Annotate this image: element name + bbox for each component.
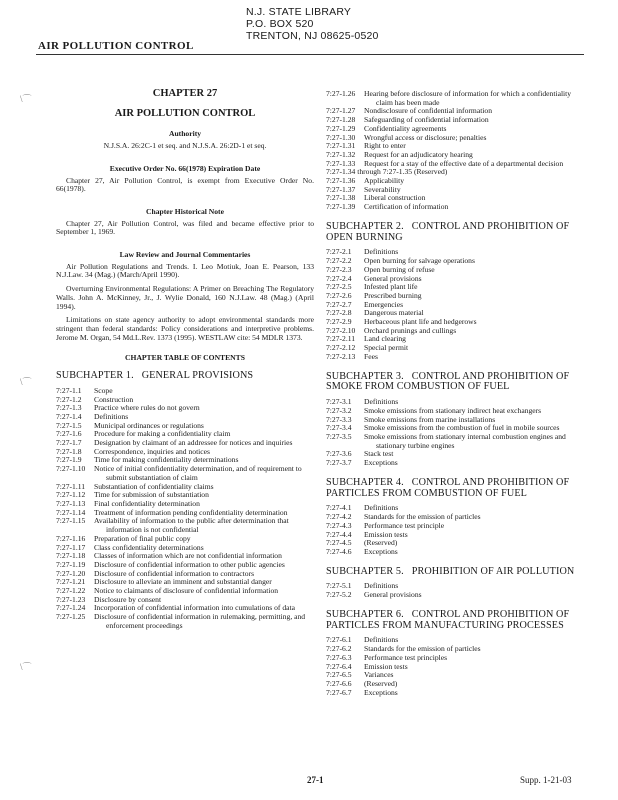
section-title: Scope <box>94 385 113 395</box>
supplement-date: Supp. 1-21-03 <box>520 775 572 785</box>
section-number: 7:27-6.5 <box>326 670 352 680</box>
section-number: 7:27-2.5 <box>326 282 352 292</box>
section-title: Special permit <box>364 343 409 353</box>
section-number: 7:27-6.7 <box>326 687 352 697</box>
section-number: 7:27-1.32 <box>326 149 356 159</box>
section-number: 7:27-2.9 <box>326 317 352 327</box>
section-number: 7:27-1.23 <box>56 594 86 604</box>
law-review-entry: Overturning Environmental Regulations: A Primer on Breaching The Regulatory Walls. John A. McKinney, Jr., J. Wylie Donald, 160 N.J.Law. 48 (Mag.) (April 1994). <box>56 284 314 311</box>
section-title: Safeguarding of confidential information <box>364 115 489 125</box>
section-title: Wrongful access or disclosure; penalties <box>364 132 487 142</box>
section-number: 7:27-6.2 <box>326 644 352 654</box>
law-review-entry: Limitations on state agency authority to adopt environmental standards more stringent than federal standards: Policy considerations and interpretive problems. Jerome M. Organ, 54 Md.L.Rev. 1373 (1995). WESTLAW cite: 54 MDLR 1373. <box>56 315 314 342</box>
section-number: 7:27-1.38 <box>326 193 356 203</box>
section-number: 7:27-1.19 <box>56 559 86 569</box>
chapter-number: CHAPTER 27 <box>152 88 218 99</box>
subchapter-title: GENERAL PROVISIONS <box>141 370 254 382</box>
section-number: 7:27-3.1 <box>326 397 352 407</box>
section-title: Certification of information <box>364 202 449 212</box>
section-number: 7:27-1.6 <box>56 429 82 439</box>
section-number: 7:27-1.29 <box>326 123 356 133</box>
subchapter-3-list <box>326 398 588 468</box>
section-title: Hearing before disclosure of information for which a confidentiality claim has been made <box>364 89 572 107</box>
margin-tick-mark: \⌒ <box>20 662 32 672</box>
section-title: Notice of initial confidentiality determination, and of requirement to submit substantiation of claim <box>94 464 302 482</box>
toc-entry <box>56 465 314 482</box>
section-title: Disclosure of confidential information to contractors <box>94 568 255 578</box>
subchapter-1-heading <box>56 371 314 382</box>
section-number: 7:27-1.36 <box>326 176 356 186</box>
section-number: 7:27-4.2 <box>326 512 352 522</box>
section-title: Liberal construction <box>364 193 426 203</box>
executive-order-heading: Executive Order No. 66(1978) Expiration Date <box>109 163 261 173</box>
section-title: Variances <box>364 670 394 680</box>
subchapter-label: SUBCHAPTER 1. <box>56 370 134 382</box>
section-title: Incorporation of confidential information into cumulations of data <box>94 603 295 613</box>
section-number: 7:27-3.3 <box>326 414 352 424</box>
section-title: General provisions <box>364 590 422 600</box>
section-number: 7:27-2.3 <box>326 264 352 274</box>
toc-title: CHAPTER TABLE OF CONTENTS <box>125 353 245 363</box>
toc-entry <box>326 591 588 600</box>
section-number: 7:27-1.27 <box>326 106 356 116</box>
toc-entry <box>326 203 588 212</box>
section-number: 7:27-2.13 <box>326 351 356 361</box>
section-title: Emergencies <box>364 299 404 309</box>
section-title: Preparation of final public copy <box>94 533 191 543</box>
section-number: 7:27-1.15 <box>56 516 86 526</box>
stamp-line-3: TRENTON, NJ 08625-0520 <box>246 30 379 42</box>
chapter-title: AIR POLLUTION CONTROL <box>114 107 256 119</box>
section-number: 7:27-2.11 <box>326 334 356 344</box>
subchapter-3-heading <box>326 372 588 394</box>
toc-entry <box>56 613 314 630</box>
subchapter-4-list <box>326 504 588 556</box>
section-number: 7:27-1.26 <box>326 89 356 98</box>
section-number: 7:27-1.5 <box>56 420 82 430</box>
toc-entry <box>56 517 314 534</box>
section-title: Treatment of information pending confidentiality determination <box>94 507 288 517</box>
section-number: 7:27-6.4 <box>326 661 352 671</box>
section-number: 7:27-1.17 <box>56 542 86 552</box>
section-number: 7:27-4.1 <box>326 503 352 513</box>
subchapter-5-heading <box>326 567 588 578</box>
section-title: Prescribed burning <box>364 290 422 300</box>
section-title: Confidentiality agreements <box>364 123 447 133</box>
subchapter-2-list <box>326 248 588 361</box>
section-number: 7:27-1.22 <box>56 586 86 596</box>
authority-heading: Authority <box>168 129 202 139</box>
section-number: 7:27-1.9 <box>56 455 82 465</box>
section-number: 7:27-3.4 <box>326 423 352 433</box>
law-review-heading: Law Review and Journal Commentaries <box>119 250 251 260</box>
section-title: Fees <box>364 351 378 361</box>
section-number: 7:27-1.10 <box>56 464 86 474</box>
section-title: Exceptions <box>364 458 398 468</box>
section-title: Designation by claimant of an addressee for notices and inquiries <box>94 438 293 448</box>
history-heading: Chapter Historical Note <box>146 206 224 216</box>
section-title: Smoke emissions from marine installations <box>364 414 496 424</box>
section-number: 7:27-2.4 <box>326 273 352 283</box>
section-title: Orchard prunings and cullings <box>364 325 457 335</box>
section-title: Smoke emissions from the combustion of fuel in mobile sources <box>364 423 560 433</box>
section-title: Smoke emissions from stationary indirect heat exchangers <box>364 405 542 415</box>
section-title: Applicability <box>364 176 405 186</box>
section-number: 7:27-1.8 <box>56 446 82 456</box>
subchapter-title: PROHIBITION OF AIR POLLUTION <box>411 565 575 577</box>
section-title: Herbaceous plant life and hedgerows <box>364 317 477 327</box>
section-number: 7:27-1.16 <box>56 533 86 543</box>
section-title: Notice to claimants of disclosure of confidential information <box>94 586 279 596</box>
section-number: 7:27-3.6 <box>326 449 352 459</box>
section-title: Classes of information which are not confidential information <box>94 551 282 561</box>
left-column <box>56 90 314 631</box>
section-title: Infested plant life <box>364 282 418 292</box>
section-number: 7:27-6.1 <box>326 635 352 645</box>
section-title: Exceptions <box>364 546 398 556</box>
section-title: Stack test <box>364 449 394 459</box>
section-number: 7:27-5.2 <box>326 590 352 600</box>
section-title: Performance test principle <box>364 520 445 530</box>
section-title: Disclosure of confidential information to other public agencies <box>94 559 285 569</box>
section-number: 7:27-2.1 <box>326 247 352 257</box>
subchapter-6-list <box>326 636 588 697</box>
margin-tick-mark: \⌒ <box>20 94 32 104</box>
subchapter-title: CONTROL AND PROHIBITION OF SMOKE FROM COMBUSTION OF FUEL <box>326 370 570 393</box>
section-title: Definitions <box>94 411 129 421</box>
section-title: Definitions <box>364 397 399 407</box>
executive-order-text: Chapter 27, Air Pollution Control, is exempt from Executive Order No. 66(1978). <box>56 175 314 194</box>
section-number: 7:27-1.20 <box>56 568 86 578</box>
section-number: 7:27-1.24 <box>56 603 86 613</box>
toc-entry <box>326 433 588 450</box>
section-title: (Reserved) <box>364 678 398 688</box>
subchapter-label: SUBCHAPTER 5. <box>326 565 404 577</box>
section-number: 7:27-1.25 <box>56 612 86 622</box>
subchapter-1-continued-list <box>326 90 588 212</box>
section-number: 7:27-3.7 <box>326 458 352 468</box>
section-title: Dangerous material <box>364 308 424 318</box>
toc-entry <box>326 90 588 107</box>
toc-entry <box>326 689 588 698</box>
section-number: 7:27-2.10 <box>326 325 356 335</box>
section-title: Disclosure to alleviate an imminent and substantial danger <box>94 577 272 587</box>
section-title: Severability <box>364 184 401 194</box>
section-number: 7:27-1.30 <box>326 132 356 142</box>
section-number: 7:27-1.37 <box>326 184 356 194</box>
section-number: 7:27-1.2 <box>56 394 82 404</box>
stamp-line-2: P.O. BOX 520 <box>246 18 314 30</box>
subchapter-label: SUBCHAPTER 6. <box>326 608 404 620</box>
section-number: 7:27-3.5 <box>326 431 352 441</box>
section-number: 7:27-1.11 <box>56 481 86 491</box>
section-title: Construction <box>94 394 134 404</box>
subchapter-title: CONTROL AND PROHIBITION OF PARTICLES FROM COMBUSTION OF FUEL <box>326 476 570 499</box>
section-title: Practice where rules do not govern <box>94 403 200 413</box>
section-title: Time for making confidentiality determinations <box>94 455 239 465</box>
section-number: 7:27-1.13 <box>56 499 86 508</box>
section-number: 7:27-4.6 <box>326 546 352 556</box>
section-number: 7:27-4.4 <box>326 529 352 539</box>
section-title: Open burning of refuse <box>364 264 435 274</box>
section-title: Definitions <box>364 247 399 257</box>
section-title: Land clearing <box>364 334 406 344</box>
section-number: 7:27-1.12 <box>56 490 86 500</box>
section-number: 7:27-6.6 <box>326 678 352 688</box>
subchapter-6-heading <box>326 610 588 632</box>
section-title: Smoke emissions from stationary internal combustion engines and stationary turbine engines <box>364 431 566 450</box>
history-text: Chapter 27, Air Pollution Control, was filed and became effective prior to September 1, 1969. <box>56 218 314 237</box>
section-number: 7:27-2.7 <box>326 299 352 309</box>
section-title: General provisions <box>364 273 422 283</box>
section-number: 7:27-1.1 <box>56 385 82 395</box>
library-stamp <box>246 6 379 42</box>
subchapter-label: SUBCHAPTER 4. <box>326 476 404 488</box>
section-title: Standards for the emission of particles <box>364 512 481 522</box>
section-title: Class confidentiality determinations <box>94 542 204 552</box>
section-title: Disclosure of confidential information in rulemaking, permitting, and enforcement proceedings <box>94 612 306 630</box>
section-number: 7:27-1.4 <box>56 411 82 421</box>
subchapter-label: SUBCHAPTER 3. <box>326 370 404 382</box>
section-title: Performance test principles <box>364 652 448 662</box>
section-number: 7:27-4.5 <box>326 538 352 548</box>
toc-entry <box>326 459 588 468</box>
section-number: 7:27-1.18 <box>56 551 86 561</box>
section-title: Correspondence, inquiries and notices <box>94 446 210 456</box>
law-review-entry: Air Pollution Regulations and Trends. I. Leo Motiuk, Joan E. Pearson, 133 N.J.Law. 34 (Mag.) (March/April 1990). <box>56 261 314 280</box>
right-column <box>326 90 588 697</box>
section-title: Open burning for salvage operations <box>364 256 475 266</box>
section-number: 7:27-2.12 <box>326 343 356 353</box>
section-title: Final confidentiality determination <box>94 499 200 508</box>
section-title: Municipal ordinances or regulations <box>94 420 204 430</box>
section-title: Availability of information to the public after determination that information is not confidential <box>94 516 289 535</box>
subchapter-label: SUBCHAPTER 2. <box>326 220 404 232</box>
section-title: Request for an adjudicatory hearing <box>364 149 473 159</box>
toc-entry <box>326 548 588 557</box>
section-title: Request for a stay of the effective date of a departmental decision <box>364 158 564 168</box>
section-title: Disclosure by consent <box>94 594 162 604</box>
header-rule <box>36 54 584 55</box>
section-number: 7:27-1.31 <box>326 141 356 151</box>
toc-entry <box>326 353 588 362</box>
section-number: 7:27-1.7 <box>56 438 82 448</box>
section-title: Emission tests <box>364 661 408 671</box>
page-number: 27-1 <box>307 775 324 785</box>
section-number: 7:27-1.33 <box>326 158 356 168</box>
section-title: Substantiation of confidentiality claims <box>94 481 214 491</box>
section-number: 7:27-1.14 <box>56 507 86 517</box>
section-title: Definitions <box>364 581 399 591</box>
subchapter-5-list <box>326 582 588 599</box>
section-number: 7:27-2.2 <box>326 256 352 266</box>
section-title: Nondisclosure of confidential information <box>364 106 493 116</box>
subchapter-4-heading <box>326 478 588 500</box>
subchapter-title: CONTROL AND PROHIBITION OF OPEN BURNING <box>326 220 570 243</box>
section-title: Standards for the emission of particles <box>364 644 481 654</box>
subchapter-2-heading <box>326 222 588 244</box>
section-number: 7:27-2.6 <box>326 290 352 300</box>
section-title: Procedure for making a confidentiality claim <box>94 429 231 439</box>
section-title: (Reserved) <box>364 538 398 548</box>
section-title: Definitions <box>364 503 399 513</box>
subchapter-title: CONTROL AND PROHIBITION OF PARTICLES FROM MANUFACTURING PROCESSES <box>326 608 570 631</box>
section-title: Definitions <box>364 635 399 645</box>
margin-tick-mark: \⌒ <box>20 377 32 387</box>
section-title: Exceptions <box>364 687 398 697</box>
section-number: 7:27-3.2 <box>326 405 352 415</box>
section-number: 7:27-1.28 <box>326 115 356 125</box>
section-number: 7:27-1.3 <box>56 403 82 413</box>
section-title: Right to enter <box>364 141 406 151</box>
section-number: 7:27-5.1 <box>326 581 352 591</box>
authority-text: N.J.S.A. 26:2C-1 et seq. and N.J.S.A. 26:2D-1 et seq. <box>103 141 267 151</box>
subchapter-1-list <box>56 387 314 631</box>
section-number: 7:27-1.21 <box>56 577 86 587</box>
section-number: 7:27-2.8 <box>326 308 352 318</box>
section-title: Emission tests <box>364 529 408 539</box>
section-number: 7:27-4.3 <box>326 520 352 530</box>
section-title: 7:27-1.34 through 7:27-1.35 (Reserved) <box>326 167 448 177</box>
section-number: 7:27-1.39 <box>326 202 356 212</box>
section-title: Time for submission of substantiation <box>94 490 209 500</box>
running-head: AIR POLLUTION CONTROL <box>38 40 194 52</box>
stamp-line-1: N.J. STATE LIBRARY <box>246 6 352 18</box>
section-number: 7:27-6.3 <box>326 652 352 662</box>
